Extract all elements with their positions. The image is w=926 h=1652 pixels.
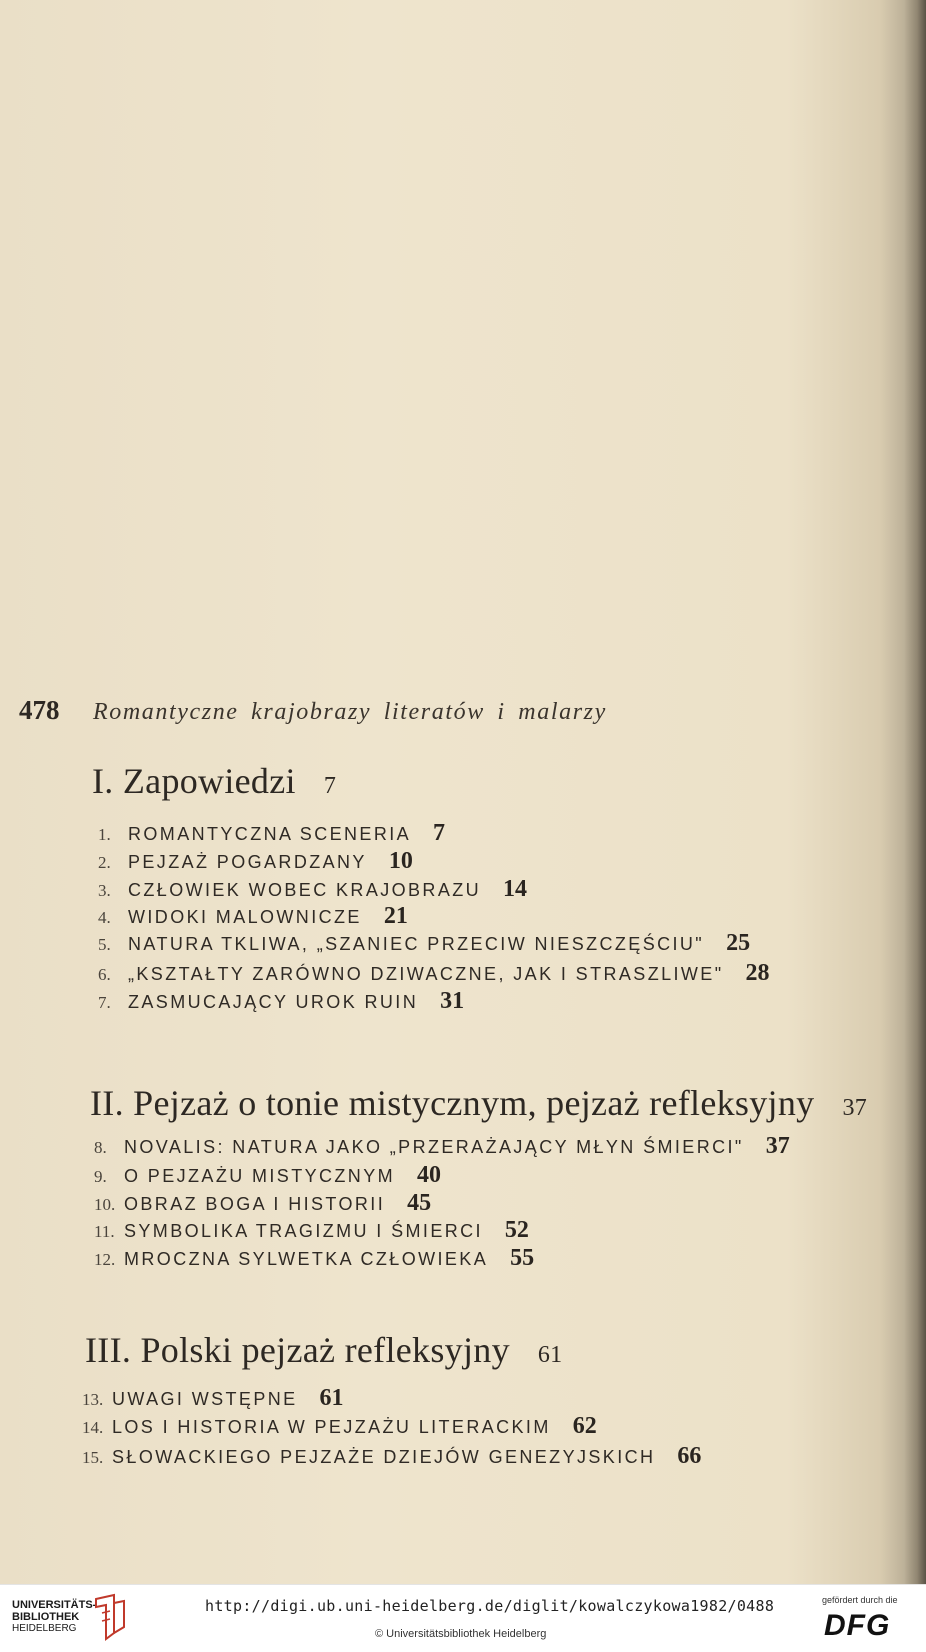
library-name-line3: HEIDELBERG	[12, 1623, 77, 1634]
entry-page: 25	[726, 930, 751, 956]
entry-number: 6.	[98, 965, 111, 984]
page-number: 478	[19, 695, 60, 725]
toc-entry	[82, 1413, 597, 1440]
entry-text: SŁOWACKIEGO PEJZAŻE DZIEJÓW GENEZYJSKICH	[112, 1447, 656, 1467]
part-title-2	[90, 1082, 867, 1124]
entry-page: 10	[388, 848, 413, 874]
entry-text: O PEJZAŻU MISTYCZNYM	[124, 1166, 396, 1186]
entry-text: NOVALIS: NATURA JAKO „PRZERAŻAJĄCY MŁYN ŚMIERCI"	[124, 1137, 744, 1157]
entry-page: 55	[510, 1245, 535, 1271]
running-title: Romantyczne krajobrazy literatów i malarzy	[93, 699, 607, 725]
part-page: 7	[323, 773, 337, 799]
entry-page: 31	[440, 988, 465, 1014]
library-name-line1: UNIVERSITÄTS-	[12, 1599, 97, 1611]
toc-entry	[98, 988, 464, 1015]
entry-page: 61	[319, 1385, 344, 1411]
entry-number: 3.	[98, 881, 111, 900]
toc-entry	[98, 903, 408, 930]
entry-number: 8.	[94, 1138, 107, 1157]
part-page: 37	[842, 1095, 868, 1121]
entry-text: CZŁOWIEK WOBEC KRAJOBRAZU	[128, 880, 482, 900]
toc-entry	[82, 1443, 701, 1470]
toc-entry	[98, 930, 750, 957]
entry-number: 5.	[98, 935, 111, 954]
toc-entry	[98, 820, 445, 847]
entry-text: OBRAZ BOGA I HISTORII	[124, 1194, 386, 1214]
entry-text: PEJZAŻ POGARDZANY	[128, 852, 367, 872]
library-logo-text	[12, 1599, 96, 1635]
toc-entry	[94, 1217, 529, 1244]
part-title-text: II. Pejzaż o tonie mistycznym, pejzaż refleksyjny	[90, 1083, 815, 1123]
entry-number: 12.	[94, 1250, 116, 1269]
toc-entry	[82, 1385, 344, 1412]
dfg-logo: DFG	[824, 1609, 891, 1642]
entry-text: WIDOKI MALOWNICZE	[128, 907, 362, 927]
entry-text: LOS I HISTORIA W PEJZAŻU LITERACKIM	[112, 1417, 551, 1437]
toc-entry	[94, 1190, 431, 1217]
entry-text: ROMANTYCZNA SCENERIA	[128, 824, 412, 844]
entry-number: 13.	[82, 1390, 104, 1409]
entry-page: 28	[745, 960, 770, 986]
entry-page: 52	[504, 1217, 529, 1243]
entry-text: ZASMUCAJĄCY UROK RUIN	[128, 992, 419, 1012]
entry-number: 10.	[94, 1195, 116, 1214]
entry-page: 37	[765, 1133, 790, 1159]
toc-entry	[94, 1245, 534, 1272]
entry-number: 7.	[98, 993, 111, 1012]
entry-page: 21	[383, 903, 408, 929]
page-edge-shadow	[904, 0, 926, 1584]
toc-entry	[94, 1133, 790, 1160]
toc-entry	[98, 848, 413, 875]
library-name-line2: BIBLIOTHEK	[12, 1611, 80, 1623]
entry-number: 9.	[94, 1167, 107, 1186]
entry-text: MROCZNA SYLWETKA CZŁOWIEKA	[124, 1249, 489, 1269]
toc-entry	[98, 876, 527, 903]
part-title-3	[85, 1329, 562, 1371]
entry-number: 2.	[98, 853, 111, 872]
entry-page: 45	[407, 1190, 432, 1216]
entry-number: 4.	[98, 908, 111, 927]
viewer-footer	[0, 1584, 926, 1652]
part-title-text: I. Zapowiedzi	[92, 761, 296, 801]
entry-text: NATURA TKLIWA, „SZANIEC PRZECIW NIESZCZĘŚCIU"	[128, 934, 705, 954]
entry-number: 1.	[98, 825, 111, 844]
entry-page: 14	[503, 876, 528, 902]
entry-page: 7	[433, 820, 446, 846]
entry-page: 66	[677, 1443, 702, 1469]
part-title-1	[92, 760, 336, 802]
entry-text: UWAGI WSTĘPNE	[112, 1389, 298, 1409]
part-title-text: III. Polski pejzaż refleksyjny	[85, 1330, 510, 1370]
running-head	[0, 695, 700, 735]
entry-number: 11.	[94, 1222, 115, 1241]
funding-note: gefördert durch die	[822, 1595, 898, 1605]
entry-text: SYMBOLIKA TRAGIZMU I ŚMIERCI	[124, 1221, 483, 1241]
entry-page: 62	[572, 1413, 597, 1439]
permalink-url[interactable]: http://digi.ub.uni-heidelberg.de/diglit/kowalczykowa1982/0488	[205, 1597, 775, 1615]
entry-number: 14.	[82, 1418, 104, 1437]
entry-text: „KSZTAŁTY ZARÓWNO DZIWACZNE, JAK I STRASZLIWE"	[128, 964, 724, 984]
entry-number: 15.	[82, 1448, 104, 1467]
toc-entry	[98, 960, 770, 987]
part-page: 61	[537, 1342, 563, 1368]
copyright-notice: © Universitätsbibliothek Heidelberg	[375, 1628, 547, 1640]
entry-page: 40	[417, 1162, 442, 1188]
toc-entry	[94, 1162, 441, 1189]
library-logo-icon	[92, 1593, 128, 1643]
